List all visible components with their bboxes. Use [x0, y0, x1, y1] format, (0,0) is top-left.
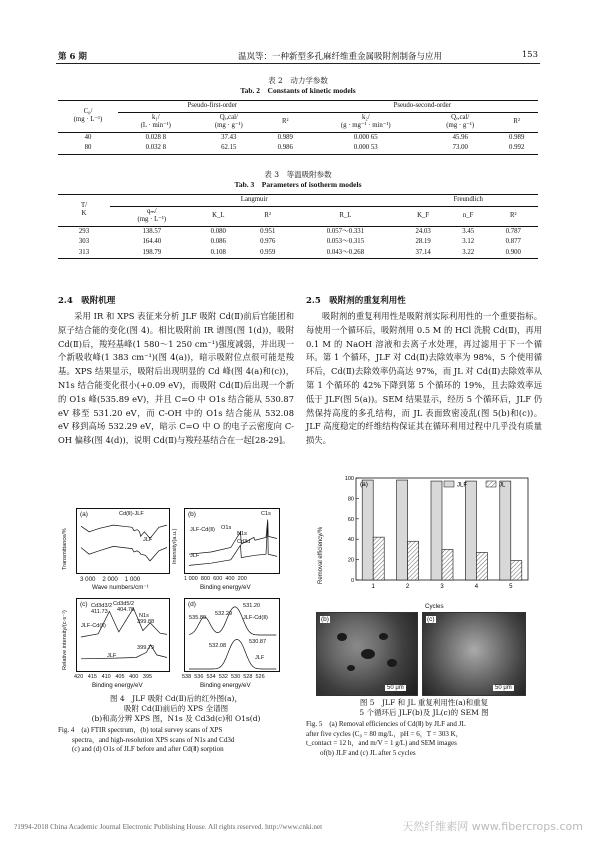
bar-jlf-1 — [362, 480, 373, 580]
fig4-caption-en — [58, 726, 294, 755]
fig5-caption-cn — [306, 698, 542, 718]
caption-line: Fig. 5 (a) Removal efficiencies of Cd(Ⅱ) by JLF and JL — [306, 720, 466, 728]
peak-label: N1s — [139, 613, 149, 619]
peak-label: Cd3d3/2 — [91, 603, 113, 609]
table-cell: 3.22 — [448, 248, 489, 259]
legend-entry: JLF — [107, 653, 117, 659]
caption-line: of(b) JLF and (c) JL after 5 cycles — [320, 748, 416, 757]
fig4b-plot — [185, 509, 281, 575]
table3-h-kf: K_F — [398, 206, 447, 226]
table-cell: 3.45 — [462, 227, 475, 235]
table-cell: 40 — [84, 133, 92, 141]
peak-value: 531.20 — [243, 603, 261, 609]
series-line-1 — [81, 525, 167, 538]
y-tick-label: 80 — [347, 496, 354, 503]
tick-label: 532 — [218, 674, 228, 680]
legend-entry: JLF-Cd(Ⅱ) — [81, 623, 106, 629]
section-2-4-body: 采用 IR 和 XPS 表征来分析 JLF 吸附 Cd(Ⅱ)前后官能团和原子结合能的变化(图 4)。相比吸附前 IR 谱图(图 1(d))，吸附 Cd(Ⅱ)后，羧羟基峰(1 580～1 250 cm⁻¹)强度减弱，并出现一个新吸收峰(1 383 cm⁻¹)(图 4(a))，暗示吸附位点很可能是羧基。XPS 结果显示，吸附后出现明显的 Cd 峰(图 4(a)和(c))，N1s 结合能变化很小(+0.09 eV)，而吸附 Cd(Ⅱ)后出现一个新的 O1s 峰(535.89 eV)，并且 C=O 中 O1s 结合能从 530.87 eV 移至 531.20 eV，而 C-OH 中的 O1s 结合能从 532.08 eV 移到高场 532.29 eV，暗示 C=O 中 O 的电子云密度向 C-OH 偏移(图 4(d))，说明 Cd(Ⅱ)与羧羟基结合在一起[28-29]。 — [58, 311, 294, 446]
scale-bar-label: 50 μm — [387, 685, 404, 691]
peak-value: 532.08 — [209, 643, 227, 649]
scale-bar-label: 50 μm — [495, 685, 512, 691]
caption-line: 吸附 Cd(Ⅱ)前后的 XPS 全谱图 — [123, 704, 229, 713]
legend-entry: JLF-Cd(Ⅱ) — [243, 615, 268, 621]
table-cell: 3.12 — [462, 238, 475, 245]
fig4a-ylabel: Transmittance/% — [62, 528, 68, 570]
caption-line: spectra，and high-resolution XPS scans of N1s and Cd3d — [72, 735, 235, 744]
fig4d-plot — [185, 599, 281, 673]
table-cell: 313 — [58, 248, 110, 259]
table-cell: 0.000 65 — [353, 133, 378, 141]
panel-label: (c) — [427, 616, 435, 623]
peak-value: 404.78 — [117, 607, 135, 613]
bar-jlf-5 — [500, 481, 511, 580]
bar-jlf-2 — [397, 480, 408, 580]
table-row — [58, 248, 538, 259]
fig5-chart — [336, 472, 532, 600]
table-cell: 293 — [78, 227, 90, 235]
table-cell: 164.40 — [142, 238, 162, 245]
peak-label: C1s — [261, 511, 271, 517]
fig4d-xlabel: Binding energy/eV — [200, 682, 251, 689]
table-cell: 0.086 — [210, 238, 226, 245]
table3-title-en: Tab. 3 Parameters of isotherm models — [234, 180, 362, 189]
table-cell: 0.787 — [505, 227, 521, 235]
caption-line: after five cycles (C₀ = 80 mg/L，pH = 6，T = 303 K， — [306, 729, 463, 738]
table2-subheader-row — [58, 112, 538, 132]
legend-swatch — [444, 481, 454, 487]
table-row — [58, 132, 538, 143]
table3 — [58, 194, 538, 259]
table-cell: 0.057～0.331 — [326, 227, 365, 235]
table2 — [58, 100, 538, 155]
table-cell: 0.053～0.315 — [326, 238, 365, 245]
table-cell: 37.43 — [221, 133, 237, 141]
caption-line: Fig. 4 (a) FTIR spectrum，(b) total survey scans of XPS — [58, 726, 223, 734]
caption-line: (b)和高分辨 XPS 图，N1s 及 Cd3d(c)和 O1s(d) — [91, 714, 261, 723]
legend-entry: JLF — [255, 655, 265, 661]
table2-h-k2: k₂/ (g · mg⁻¹ · min⁻¹) — [307, 112, 426, 132]
y-tick-label: 20 — [347, 557, 354, 564]
table-cell: 0.989 — [509, 133, 525, 141]
peak-value: 530.87 — [249, 639, 267, 645]
tick-label: 530 — [231, 674, 241, 680]
table3-t-header: T/ K — [58, 195, 110, 227]
table-cell: 73.00 — [425, 143, 495, 154]
sem-image-jlf — [316, 612, 418, 696]
table3-h-r2b: R² — [489, 206, 538, 226]
fig5-caption-en — [306, 720, 542, 758]
x-tick-label: 1 — [371, 584, 375, 590]
panel-label: (a) — [360, 481, 368, 488]
table-cell: 0.032 8 — [118, 143, 194, 154]
legend-swatch — [486, 481, 496, 487]
pore-shape — [387, 659, 397, 667]
table2-group2: Pseudo-second-order — [307, 101, 538, 113]
table-cell: 62.15 — [194, 143, 264, 154]
table-cell: 303 — [78, 238, 90, 245]
table-row — [58, 237, 538, 248]
legend-label: JL — [499, 482, 506, 489]
table2-h-r2b: R² — [495, 112, 538, 132]
series-line-2 — [81, 546, 167, 561]
watermark: 天然纤维素网 www.fibercrops.com — [402, 820, 583, 833]
table-cell: 80 — [58, 143, 118, 154]
fig4c-xlabel: Binding energy/eV — [92, 682, 143, 689]
tick-label: 420 — [74, 674, 84, 680]
pore-shape — [361, 649, 375, 659]
table-cell: 0.900 — [489, 248, 538, 259]
table2-h-qe1: Qₑ,cal/ (mg · g⁻¹) — [194, 112, 264, 132]
tick-label: 526 — [255, 674, 265, 680]
table-cell: 0.976 — [260, 238, 276, 245]
table-cell: 0.992 — [495, 143, 538, 154]
tick-label: 1 000 — [184, 576, 198, 582]
legend-entry: JLF-Cd(Ⅱ) — [190, 527, 215, 533]
y-tick-label: 0 — [350, 578, 354, 584]
tick-label: 800 — [200, 576, 211, 582]
x-tick-label: 2 — [405, 584, 410, 590]
bar-jlf-4 — [465, 481, 476, 580]
fig4-caption-cn — [58, 694, 294, 724]
tick-label: 534 — [206, 674, 216, 680]
panel-label: (b) — [321, 616, 329, 623]
tick-label: 3 000 — [80, 576, 96, 583]
table-cell: 0.951 — [260, 227, 276, 235]
table3-group1: Langmuir — [110, 195, 398, 207]
fig4-panel-b — [184, 508, 280, 574]
tick-label: 1 000 — [124, 576, 141, 583]
fig4c-xticks — [74, 674, 174, 680]
x-tick-label: 3 — [440, 584, 444, 590]
y-tick-label: 40 — [347, 537, 354, 544]
peak-label: Cd3d5/2 — [113, 601, 135, 607]
table3-subheader-row — [58, 206, 538, 226]
sem-image-jl — [422, 612, 526, 696]
tick-label: 538 — [182, 674, 192, 680]
x-tick-label: 4 — [474, 584, 479, 590]
caption-line: t_contact = 12 h，and m/V = 1 g/L) and SEM images — [306, 739, 457, 747]
running-header — [58, 50, 538, 64]
table2-group1: Pseudo-first-order — [118, 101, 307, 113]
tick-label: 405 — [115, 674, 125, 680]
table3-header-row — [58, 195, 538, 207]
table2-c0-header: C₀/ (mg · L⁻¹) — [58, 101, 118, 133]
table-cell: 45.96 — [452, 133, 468, 141]
table-cell: 0.080 — [210, 227, 226, 235]
table3-h-nf: n_F — [448, 206, 489, 226]
panel-label: (c) — [80, 601, 88, 608]
series-line-1 — [189, 520, 277, 555]
table-cell: 37.14 — [398, 248, 447, 259]
table-cell: 0.108 — [194, 248, 243, 259]
table2-title-cn: 表 2 动力学参数 — [268, 76, 328, 85]
table-cell: 0.959 — [243, 248, 292, 259]
tick-label: 536 — [194, 674, 204, 680]
table-cell: 0.028 8 — [145, 133, 166, 141]
fig4c-ylabel: Relative intensity/(c·s⁻¹) — [62, 610, 68, 670]
table-cell: 0.000 53 — [307, 143, 426, 154]
x-tick-label: 5 — [509, 584, 513, 590]
table3-h-rl: R_L — [292, 206, 398, 226]
tick-label: 400 — [225, 576, 235, 582]
fig5-xlabel: Cycles — [425, 603, 444, 610]
table2-h-qe2: Qₑ,cal/ (mg · g⁻¹) — [425, 112, 495, 132]
table3-title-cn: 表 3 等温吸附参数 — [264, 170, 332, 179]
header-rule — [56, 63, 540, 64]
peak-value: 399.79 — [137, 645, 155, 651]
fig4d-xticks — [182, 674, 286, 680]
panel-label: (a) — [80, 511, 88, 518]
pore-shape — [337, 633, 347, 641]
copyright-footer: ?1994-2018 China Academic Journal Electronic Publishing House. All rights reserved. http://www.cnki.net — [14, 823, 323, 831]
caption-line: 5 个循环后 JLF(b)及 JL(c)的 SEM 图 — [359, 708, 489, 717]
table2-title-en: Tab. 2 Constants of kinetic models — [240, 86, 356, 95]
tick-label: 410 — [101, 674, 111, 680]
table-row — [58, 226, 538, 237]
legend-entry: JLF — [190, 553, 200, 559]
fig4-panel-c — [76, 598, 170, 672]
peak-value: 411.73 — [91, 609, 108, 615]
tick-label: 200 — [237, 576, 247, 582]
fig4-panel-d — [184, 598, 280, 672]
tick-label: 528 — [243, 674, 253, 680]
tick-label: 2 000 — [102, 576, 118, 583]
fig4-panel-a — [76, 508, 170, 574]
bar-jl-1 — [373, 537, 384, 580]
fig4a-xlabel: Wave numbers/cm⁻¹ — [92, 584, 149, 591]
tick-label: 400 — [129, 674, 139, 680]
pore-shape — [347, 665, 355, 671]
caption-line: 图 4 JLF 吸附 Cd(Ⅱ)后的红外图(a)， — [110, 694, 242, 703]
table3-caption — [58, 170, 538, 190]
peak-label: Cd3d — [237, 539, 251, 545]
panel-label: (b) — [188, 511, 196, 518]
pore-shape — [379, 633, 388, 640]
running-title: 温岚等：一种新型多孔麻纤维重金属吸附剂制备与应用 — [238, 52, 443, 62]
bar-jl-3 — [442, 549, 453, 580]
peak-value: 532.29 — [215, 611, 233, 617]
fig4a-xticks — [80, 576, 174, 583]
legend-entry: Cd(Ⅱ)-JLF — [119, 511, 144, 517]
issue-number: 第 6 期 — [58, 52, 87, 62]
table-row — [58, 143, 538, 154]
table-cell: 0.989 — [277, 133, 293, 141]
tick-label: 395 — [142, 674, 153, 680]
section-2-5-body: 吸附剂的重复利用性是吸附剂实际利用性的一个重要指标。每使用一个循环后，吸附剂用 0.5 M 的 HCl 洗脱 Cd(Ⅱ)，再用 0.1 M 的 NaOH 溶液和去离子水处理，再过滤用于下一个循环。第 1 个循环，JLF 对 Cd(Ⅱ)去除效率为 98%，5 个使用循环后，Cd(Ⅱ)去除效率仍高达 97%，而 JL 对 Cd(Ⅱ)去除效率从第 1 个循环的 42%下降到第 5 个循环的 19%，且去除效率远低于 JLF(图 5(a))。SEM 结果显示，经历 5 个循环后，JLF 仍然保持高度的多孔结构，而 JL 表面致密凌乱(图 5(b)和(c))。JLF 高度稳定的纤维结构保证其在循环利用过程中几乎没有质量损失。 — [306, 311, 542, 446]
fig4a-plot — [77, 509, 171, 575]
peak-label: N1s — [237, 531, 247, 537]
table3-group2: Freundlich — [398, 195, 538, 207]
fig5-ylabel: Removal efficiency/% — [318, 526, 324, 584]
y-tick-label: 100 — [344, 476, 354, 482]
section-2-4-heading: 2.4 吸附机理 — [58, 296, 116, 306]
panel-label: (d) — [188, 601, 196, 608]
legend-label: JLF — [457, 482, 468, 489]
fig4b-ylabel: Intensity/(a.u.) — [172, 528, 178, 564]
table2-caption — [58, 76, 538, 96]
table-cell: 0.043～0.268 — [292, 248, 398, 259]
caption-line: (c) and (d) O1s of JLF before and after Cd(Ⅱ) sorption — [72, 745, 224, 753]
page-number: 153 — [521, 50, 538, 60]
table2-header-row — [58, 101, 538, 113]
peak-value: 399.88 — [137, 619, 155, 625]
table2-h-k1: k₁/ (L · min⁻¹) — [118, 112, 194, 132]
caption-line: 图 5 JLF 和 JL 重复利用性(a)和重复 — [359, 698, 489, 707]
table3-h-qm: qₘ/ (mg · L⁻¹) — [110, 206, 194, 226]
fig5-bar-plot — [336, 472, 532, 600]
section-2-5-heading: 2.5 吸附剂的重复利用性 — [306, 296, 406, 306]
bar-jl-2 — [408, 541, 419, 580]
table3-h-kl: K_L — [194, 206, 243, 226]
tick-label: 600 — [213, 576, 223, 582]
table-cell: 198.79 — [110, 248, 194, 259]
table-cell: 0.877 — [505, 238, 521, 245]
peak-label: O1s — [221, 525, 232, 531]
y-tick-label: 60 — [347, 516, 354, 523]
table-cell: 28.19 — [415, 238, 431, 245]
table3-h-r2a: R² — [243, 206, 292, 226]
bar-jlf-3 — [431, 481, 442, 580]
bar-jl-4 — [476, 552, 487, 580]
bar-jl-5 — [511, 561, 522, 580]
table-cell: 138.57 — [142, 227, 162, 235]
fig4b-xlabel: Binding energy/eV — [200, 584, 251, 591]
table-cell: 24.03 — [415, 227, 431, 235]
table2-h-r2a: R² — [264, 112, 307, 132]
peak-value: 535.89 — [189, 615, 207, 621]
tick-label: 415 — [87, 674, 97, 680]
fig4b-xticks — [184, 576, 284, 582]
legend-entry: JLF — [143, 537, 153, 543]
table-cell: 0.986 — [264, 143, 307, 154]
